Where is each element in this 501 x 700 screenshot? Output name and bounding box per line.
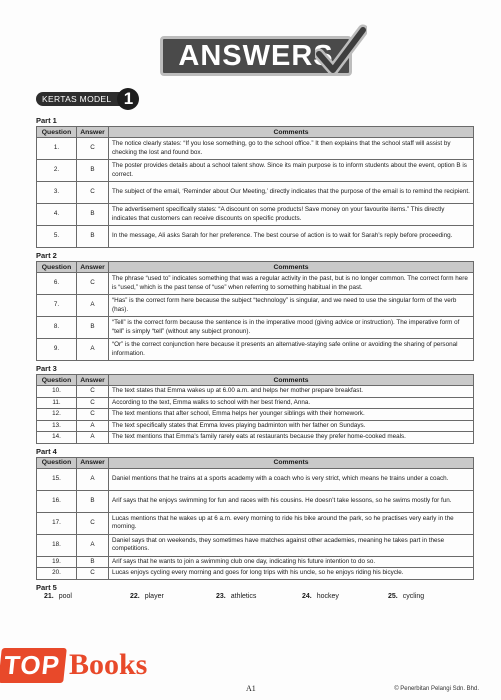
column-header-answer: Answer (77, 457, 109, 468)
table-row (37, 512, 474, 534)
comment-text: Lucas enjoys cycling every morning and goes for long trips with his uncle, so he enjoys riding his bicycle. (109, 568, 474, 580)
answer-table (36, 261, 474, 361)
column-header-comments: Comments (109, 375, 474, 386)
question-number: 7. (37, 295, 77, 317)
answer-letter: A (77, 295, 109, 317)
answer-table (36, 374, 474, 444)
comment-text: Arif says that he wants to join a swimming club one day, indicating his future intention to do so. (109, 556, 474, 568)
question-number: 8. (37, 317, 77, 339)
answer-letter: A (77, 534, 109, 556)
answer-letter: A (77, 468, 109, 490)
question-number: 17. (37, 512, 77, 534)
table-row (37, 432, 474, 444)
column-header-comments: Comments (109, 457, 474, 468)
logo-books-text: Books (68, 648, 148, 681)
answer-letter: C (77, 138, 109, 160)
answers-title: ANSWERS (160, 36, 352, 76)
comment-text: Daniel mentions that he trains at a sports academy with a coach who is very strict, which means he trains under a coach. (109, 468, 474, 490)
question-number: 19. (37, 556, 77, 568)
publisher-credit: © Penerbitan Pelangi Sdn. Bhd. (394, 686, 479, 692)
part5-item (388, 593, 474, 600)
question-number: 3. (37, 182, 77, 204)
answer-letter: A (77, 432, 109, 444)
part5-number: 22. (130, 592, 140, 600)
table-row (37, 182, 474, 204)
comment-text: Lucas mentions that he wakes up at 6 a.m. every morning to ride his bike around the park, so he practises very early in the morning. (109, 512, 474, 534)
answer-letter: C (77, 397, 109, 409)
table-row (37, 534, 474, 556)
table-row (37, 397, 474, 409)
part-label: Part 1 (36, 116, 57, 125)
answers-banner (160, 30, 370, 78)
question-number: 10. (37, 386, 77, 398)
table-row (37, 317, 474, 339)
part5-number: 21. (44, 592, 54, 600)
kertas-label: KERTAS MODEL (36, 92, 127, 106)
part-label: Part 4 (36, 446, 57, 456)
answer-letter: B (77, 490, 109, 512)
question-number: 13. (37, 420, 77, 432)
answer-letter: A (77, 339, 109, 361)
part5-answer: hockey (316, 592, 339, 600)
table-row (37, 490, 474, 512)
column-header-comments: Comments (109, 127, 474, 138)
part5-item (302, 593, 388, 600)
column-header-question: Question (37, 262, 77, 273)
question-number: 12. (37, 409, 77, 421)
table-row (37, 204, 474, 226)
comment-text: “Has” is the correct form here because the subject “technology” is singular, and we need to use the singular form of the verb (has). (109, 295, 474, 317)
answer-letter: B (77, 317, 109, 339)
part5-number: 23. (216, 592, 226, 600)
column-header-answer: Answer (77, 375, 109, 386)
kertas-number: 1 (117, 88, 139, 110)
part5-answer: player (144, 592, 164, 600)
table-row (37, 568, 474, 580)
comment-text: Daniel says that on weekends, they sometimes have matches against other academies, meaning he takes part in these competitions. (109, 534, 474, 556)
answer-tables (36, 113, 474, 600)
question-number: 4. (37, 204, 77, 226)
topbooks-logo (0, 640, 147, 690)
answer-letter: B (77, 160, 109, 182)
column-header-question: Question (37, 375, 77, 386)
table-row (37, 468, 474, 490)
comment-text: The notice clearly states: “If you lose something, go to the school office.” It then explains that the school staff will assist by checking the lost and found box. (109, 138, 474, 160)
part5-item (130, 593, 216, 600)
question-number: 14. (37, 432, 77, 444)
column-header-question: Question (37, 127, 77, 138)
comment-text: The subject of the email, ‘Reminder about Our Meeting,’ directly indicates that the purpose of the email is to remind the recipient. (109, 182, 474, 204)
checkmark-icon (315, 24, 367, 80)
part-label: Part 3 (36, 364, 57, 373)
comment-text: In the message, Ali asks Sarah for her preference. The best course of action is to wait for Sarah’s reply before proceeding. (109, 226, 474, 248)
comment-text: The text states that Emma wakes up at 6.00 a.m. and helps her mother prepare breakfast. (109, 386, 474, 398)
table-row (37, 295, 474, 317)
answer-letter: C (77, 273, 109, 295)
part5-number: 25. (388, 592, 398, 600)
answer-letter: C (77, 568, 109, 580)
answer-letter: B (77, 226, 109, 248)
question-number: 9. (37, 339, 77, 361)
answer-letter: C (77, 182, 109, 204)
comment-text: The text mentions that Emma’s family rarely eats at restaurants because they prefer home-cooked meals. (109, 432, 474, 444)
table-row (37, 160, 474, 182)
table-row (37, 273, 474, 295)
answer-table (36, 126, 474, 248)
part5-number: 24. (302, 592, 312, 600)
question-number: 18. (37, 534, 77, 556)
table-row (37, 339, 474, 361)
part-label: Part 2 (36, 251, 57, 260)
kertas-model-tag (36, 90, 139, 108)
table-row (37, 420, 474, 432)
comment-text: Arif says that he enjoys swimming for fun and races with his cousins. He doesn’t take lessons, so he swims mostly for fun. (109, 490, 474, 512)
answer-table (36, 457, 474, 580)
table-row (37, 556, 474, 568)
part5-answer: pool (58, 592, 72, 600)
question-number: 6. (37, 273, 77, 295)
part5-item (216, 593, 302, 600)
table-row (37, 226, 474, 248)
answer-letter: B (77, 556, 109, 568)
part5-answers (36, 593, 474, 600)
logo-top-text: TOP (0, 648, 67, 683)
part-label: Part 5 (36, 582, 57, 592)
table-row (37, 138, 474, 160)
question-number: 15. (37, 468, 77, 490)
comment-text: The advertisement specifically states: “A discount on some products! Save money on your favourite items.” This directly indicates that customers can receive discounts on specific products. (109, 204, 474, 226)
answer-letter: A (77, 420, 109, 432)
column-header-comments: Comments (109, 262, 474, 273)
comment-text: The phrase “used to” indicates something that was a regular activity in the past, but is no longer common. The correct form here is “used,” which is the past tense of “use” when referring to something habitual in the past. (109, 273, 474, 295)
part5-item (44, 593, 130, 600)
comment-text: “Or” is the correct conjunction here because it presents an alternative-staying safe online or avoiding the sharing of personal information. (109, 339, 474, 361)
table-row (37, 409, 474, 421)
question-number: 20. (37, 568, 77, 580)
column-header-answer: Answer (77, 127, 109, 138)
answer-letter: B (77, 204, 109, 226)
answer-letter: C (77, 512, 109, 534)
question-number: 16. (37, 490, 77, 512)
comment-text: The poster provides details about a school talent show. Since its main purpose is to inform students about the event, option B is correct. (109, 160, 474, 182)
column-header-answer: Answer (77, 262, 109, 273)
column-header-question: Question (37, 457, 77, 468)
question-number: 11. (37, 397, 77, 409)
part5-answer: cycling (402, 592, 425, 600)
answer-letter: C (77, 409, 109, 421)
comment-text: “Tell” is the correct form because the sentence is in the imperative mood (giving advice or instruction). The imperative form of “tell” is simply “tell” (without any subject pronoun). (109, 317, 474, 339)
question-number: 1. (37, 138, 77, 160)
comment-text: According to the text, Emma walks to school with her best friend, Anna. (109, 397, 474, 409)
table-row (37, 386, 474, 398)
page-number: A1 (246, 684, 256, 693)
question-number: 5. (37, 226, 77, 248)
comment-text: The text specifically states that Emma loves playing badminton with her father on Sundays. (109, 420, 474, 432)
part5-answer: athletics (230, 592, 257, 600)
answer-letter: C (77, 386, 109, 398)
question-number: 2. (37, 160, 77, 182)
comment-text: The text mentions that after school, Emma helps her younger siblings with their homework. (109, 409, 474, 421)
